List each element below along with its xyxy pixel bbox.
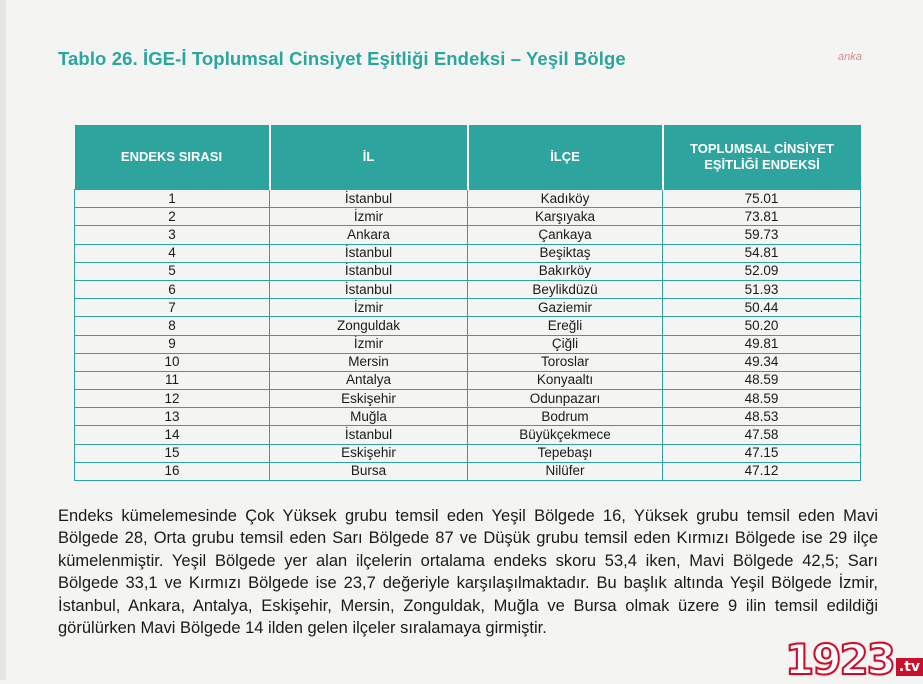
header-rank: ENDEKS SIRASI: [75, 125, 270, 190]
cell-district: Toroslar: [468, 353, 663, 371]
cell-rank: 15: [75, 444, 270, 462]
cell-index-score: 73.81: [663, 208, 861, 226]
cell-district: Karşıyaka: [468, 208, 663, 226]
cell-index-score: 48.53: [663, 408, 861, 426]
table-row: [75, 444, 861, 462]
cell-index-score: 47.58: [663, 426, 861, 444]
cell-index-score: 48.59: [663, 390, 861, 408]
cell-province: İzmir: [270, 335, 468, 353]
table-row: [75, 299, 861, 317]
table-row: [75, 317, 861, 335]
logo-text: 1923: [785, 635, 894, 684]
table-row: [75, 335, 861, 353]
index-table: [74, 125, 861, 481]
header-province: İL: [270, 125, 468, 190]
cell-province: İstanbul: [270, 262, 468, 280]
cell-index-score: 49.81: [663, 335, 861, 353]
table-row: [75, 408, 861, 426]
cell-district: Tepebaşı: [468, 444, 663, 462]
cell-province: İstanbul: [270, 190, 468, 208]
cell-index-score: 47.12: [663, 462, 861, 480]
table-row: [75, 426, 861, 444]
cell-district: Bodrum: [468, 408, 663, 426]
table-row: [75, 244, 861, 262]
header-index-score: TOPLUMSAL CİNSİYET EŞİTLİĞİ ENDEKSİ: [663, 125, 861, 190]
table-row: [75, 462, 861, 480]
table-row: [75, 353, 861, 371]
cell-province: Eskişehir: [270, 390, 468, 408]
cell-province: Zonguldak: [270, 317, 468, 335]
table-row: [75, 262, 861, 280]
cell-district: Beşiktaş: [468, 244, 663, 262]
table-row: [75, 190, 861, 208]
cell-rank: 5: [75, 262, 270, 280]
cell-index-score: 52.09: [663, 262, 861, 280]
header-district: İLÇE: [468, 125, 663, 190]
table-header-row: [75, 125, 861, 190]
cell-district: Nilüfer: [468, 462, 663, 480]
cell-index-score: 51.93: [663, 280, 861, 298]
cell-district: Gaziemir: [468, 299, 663, 317]
body-paragraph: Endeks kümelemesinde Çok Yüksek grubu temsil eden Yeşil Bölgede 16, Yüksek grubu temsil eden Mavi Bölgede 28, Orta grubu temsil eden Sarı Bölgede 87 ve Düşük grubu temsil eden Kırmızı Bölgede ise 29 ilçe kümelenmiştir. Yeşil Bölgede yer alan ilçelerin ortalama endeks skoru 53,4 iken, Mavi Bölgede 42,5; Sarı Bölgede 33,1 ve Kırmızı Bölgede ise 23,7 değeriyle karşılaşılmaktadır. Bu başlık altında Yeşil Bölgede İzmir, İstanbul, Ankara, Antalya, Eskişehir, Mersin, Zonguldak, Muğla ve Bursa olmak üzere 9 ilin temsil edildiği görülürken Mavi Bölgede 14 ilden gelen ilçeler sıralamaya girmiştir.: [58, 507, 878, 638]
table-row: [75, 208, 861, 226]
cell-district: Büyükçekmece: [468, 426, 663, 444]
cell-province: Mersin: [270, 353, 468, 371]
cell-index-score: 54.81: [663, 244, 861, 262]
table-title: Tablo 26. İGE-İ Toplumsal Cinsiyet Eşitliği Endeksi – Yeşil Bölge: [58, 48, 626, 69]
table-row: [75, 390, 861, 408]
cell-province: Ankara: [270, 226, 468, 244]
cell-province: Antalya: [270, 371, 468, 389]
cell-rank: 3: [75, 226, 270, 244]
cell-province: İstanbul: [270, 426, 468, 444]
cell-rank: 7: [75, 299, 270, 317]
cell-province: İzmir: [270, 208, 468, 226]
cell-index-score: 50.20: [663, 317, 861, 335]
cell-rank: 13: [75, 408, 270, 426]
cell-district: Beylikdüzü: [468, 280, 663, 298]
cell-province: Eskişehir: [270, 444, 468, 462]
cell-district: Odunpazarı: [468, 390, 663, 408]
cell-rank: 11: [75, 371, 270, 389]
cell-rank: 12: [75, 390, 270, 408]
site-logo: [785, 635, 923, 684]
cell-district: Bakırköy: [468, 262, 663, 280]
cell-rank: 8: [75, 317, 270, 335]
cell-rank: 16: [75, 462, 270, 480]
cell-index-score: 47.15: [663, 444, 861, 462]
cell-index-score: 49.34: [663, 353, 861, 371]
cell-rank: 2: [75, 208, 270, 226]
cell-rank: 14: [75, 426, 270, 444]
watermark-text: anka: [838, 51, 862, 63]
cell-district: Çankaya: [468, 226, 663, 244]
cell-district: Ereğli: [468, 317, 663, 335]
table-row: [75, 226, 861, 244]
cell-province: İstanbul: [270, 244, 468, 262]
cell-index-score: 59.73: [663, 226, 861, 244]
cell-index-score: 75.01: [663, 190, 861, 208]
cell-province: İstanbul: [270, 280, 468, 298]
cell-district: Konyaaltı: [468, 371, 663, 389]
table-row: [75, 371, 861, 389]
cell-province: Bursa: [270, 462, 468, 480]
cell-rank: 4: [75, 244, 270, 262]
cell-rank: 9: [75, 335, 270, 353]
page-edge: [0, 0, 6, 680]
table-row: [75, 280, 861, 298]
cell-rank: 1: [75, 190, 270, 208]
cell-province: Muğla: [270, 408, 468, 426]
cell-district: Çiğli: [468, 335, 663, 353]
cell-index-score: 48.59: [663, 371, 861, 389]
cell-rank: 6: [75, 280, 270, 298]
table-body: [75, 190, 861, 481]
cell-index-score: 50.44: [663, 299, 861, 317]
cell-province: İzmir: [270, 299, 468, 317]
cell-district: Kadıköy: [468, 190, 663, 208]
logo-suffix: .tv: [896, 658, 923, 676]
cell-rank: 10: [75, 353, 270, 371]
